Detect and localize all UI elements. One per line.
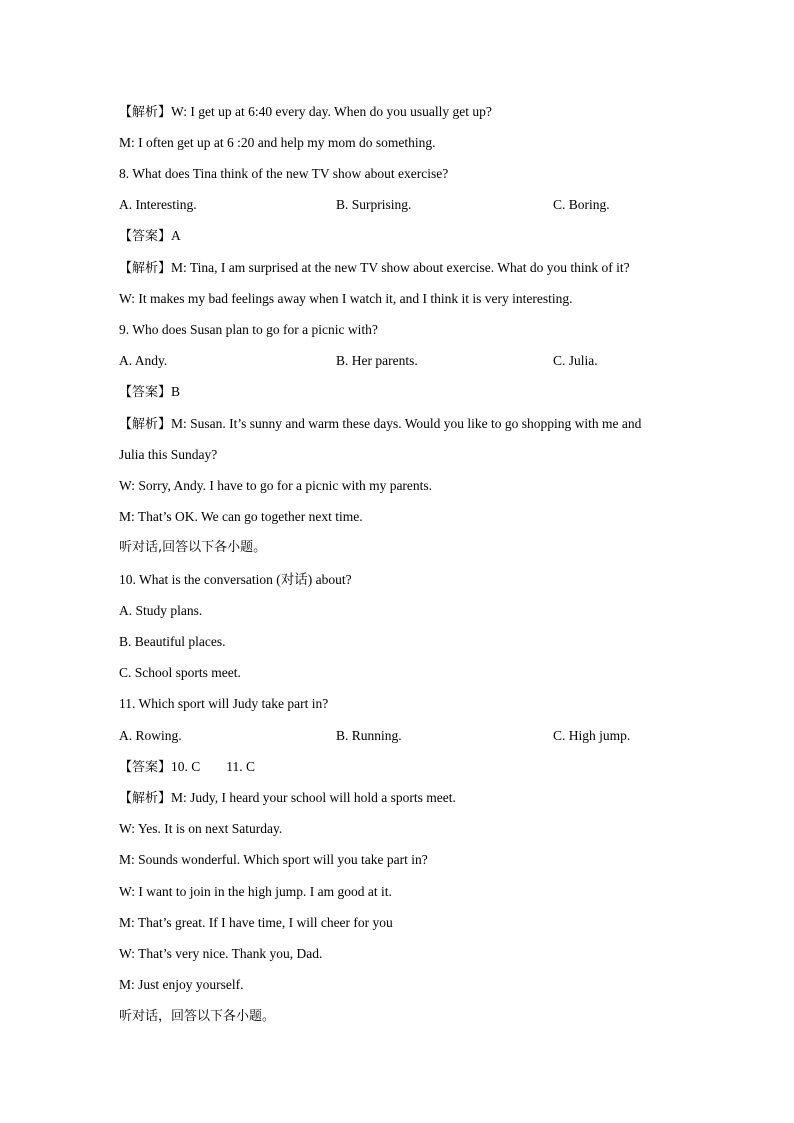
answer-line-q9 [119,381,180,403]
analysis-text: M: Tina, I am surprised at the new TV show about exercise. What do you think of it? [171,260,630,275]
dialogue-line: M: Just enjoy yourself. [119,977,244,992]
option-9a: A. Andy. [119,353,168,368]
dialogue-line: W: Sorry, Andy. I have to go for a picnic with my parents. [119,478,433,493]
option-11c: C. High jump. [553,728,631,743]
option-8b: B. Surprising. [336,197,412,212]
analysis-line-q9 [119,413,641,435]
dialogue-line: W: It makes my bad feelings away when I watch it, and I think it is very interesting. [119,291,573,306]
answer-text: A [171,228,181,243]
dialogue-line: W: That’s very nice. Thank you, Dad. [119,946,323,961]
option-11a: A. Rowing. [119,728,182,743]
question-9: 9. Who does Susan plan to go for a picnic with? [119,322,378,337]
analysis-text: M: Judy, I heard your school will hold a sports meet. [171,790,456,805]
answer-tag: 【答案】 [119,760,172,775]
dialogue-line: Julia this Sunday? [119,447,218,462]
dialogue-line: W: Yes. It is on next Saturday. [119,821,283,836]
dialogue-line: W: I want to join in the high jump. I am good at it. [119,884,392,899]
option-10c: C. School sports meet. [119,665,241,680]
answer-text: 10. C [171,759,201,774]
analysis-tag: 【解析】 [119,261,172,276]
dialogue-line: M: Sounds wonderful. Which sport will you take part in? [119,852,428,867]
answer-text-2: 11. C [226,759,256,774]
option-11b: B. Running. [336,728,402,743]
option-8a: A. Interesting. [119,197,197,212]
analysis-line-q7 [119,101,492,123]
section-heading: 听对话,回答以下各小题。 [119,540,267,555]
analysis-tag: 【解析】 [119,791,172,806]
dialogue-line: M: I often get up at 6 :20 and help my mom do something. [119,135,436,150]
answer-text: B [171,384,181,399]
answer-tag: 【答案】 [119,229,172,244]
dialogue-line: M: That’s OK. We can go together next time. [119,509,363,524]
analysis-tag: 【解析】 [119,105,172,120]
option-8c: C. Boring. [553,197,610,212]
dialogue-line: M: That’s great. If I have time, I will cheer for you [119,915,393,930]
option-10a: A. Study plans. [119,603,203,618]
option-9c: C. Julia. [553,353,598,368]
question-10: 10. What is the conversation (对话) about? [119,572,352,587]
question-11: 11. Which sport will Judy take part in? [119,696,329,711]
option-9b: B. Her parents. [336,353,418,368]
answer-line-q8 [119,225,181,247]
analysis-tag: 【解析】 [119,417,172,432]
analysis-line-q8 [119,257,630,279]
answer-line-q10-11 [119,756,255,778]
answer-tag: 【答案】 [119,385,172,400]
analysis-text: M: Susan. It’s sunny and warm these days. Would you like to go shopping with me and [171,416,642,431]
question-8: 8. What does Tina think of the new TV show about exercise? [119,166,449,181]
option-10b: B. Beautiful places. [119,634,226,649]
analysis-text: W: I get up at 6:40 every day. When do you usually get up? [171,104,492,119]
analysis-line-q10-11 [119,787,456,809]
section-heading: 听对话，回答以下各小题。 [119,1009,276,1024]
